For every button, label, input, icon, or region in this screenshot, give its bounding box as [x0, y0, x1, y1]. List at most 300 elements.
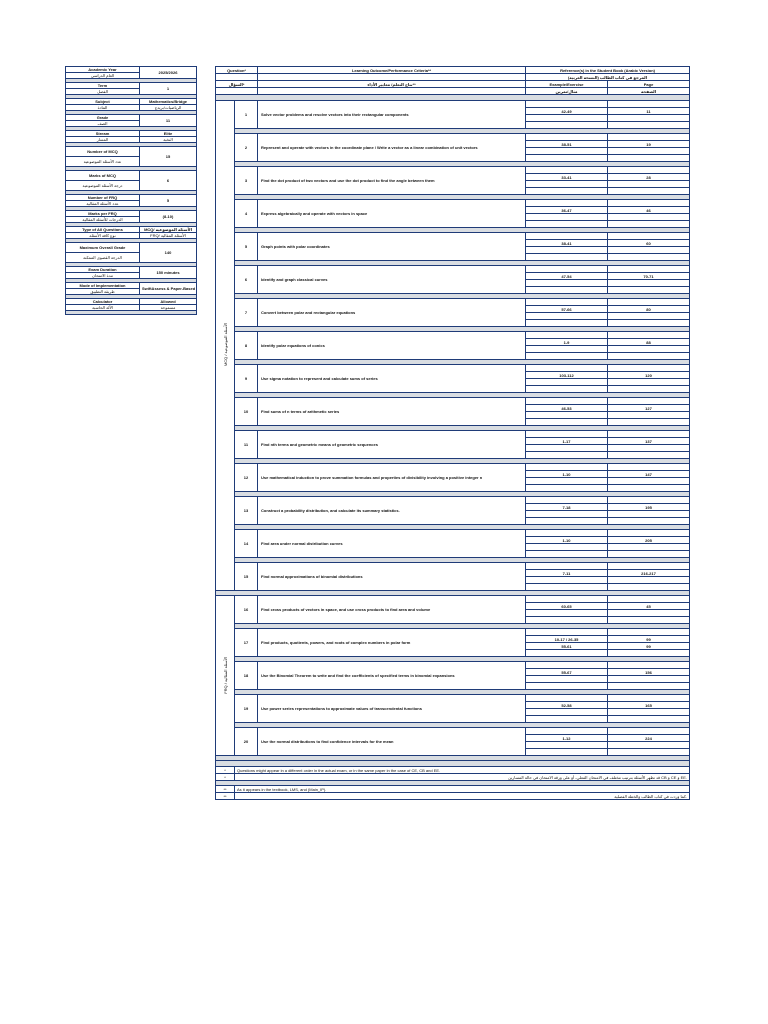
info-spacer-cell [66, 311, 197, 315]
page-cell: 80 [608, 306, 690, 313]
page-cell: 127 [608, 405, 690, 412]
example-cell [526, 749, 608, 756]
info-value: 2025/2026 [140, 67, 197, 79]
section-label-text: MCQ / الأسئلة الموضوعية [222, 323, 228, 367]
page-cell: 224 [608, 735, 690, 742]
page-cell [608, 551, 690, 558]
info-value: 150 minutes [140, 267, 197, 279]
example-cell [526, 662, 608, 669]
info-label-ar: المسار [66, 137, 140, 143]
example-cell [526, 728, 608, 735]
info-label-ar: الآلة الحاسبة [66, 305, 140, 311]
footnote-mark: * [216, 767, 235, 774]
example-cell [526, 676, 608, 683]
example-cell [526, 742, 608, 749]
page-cell [608, 452, 690, 459]
info-label: Term [66, 83, 140, 89]
question-row [216, 629, 690, 636]
info-label-ar: عدد الأسئلة المقالية [66, 201, 140, 207]
example-cell [526, 313, 608, 320]
info-value: 140 [140, 243, 197, 263]
page-cell [608, 332, 690, 339]
question-number: 14 [235, 530, 258, 558]
example-cell: 38-51 [526, 141, 608, 148]
example-cell [526, 379, 608, 386]
page-cell [608, 742, 690, 749]
question-row [216, 299, 690, 306]
page-cell [608, 676, 690, 683]
info-value: SwiftAssess & Paper-Based [140, 283, 197, 295]
example-cell: 46-53 [526, 405, 608, 412]
page-cell: 120 [608, 372, 690, 379]
question-number: 8 [235, 332, 258, 360]
info-spacer [66, 311, 197, 315]
example-cell [526, 452, 608, 459]
example-header: Example/Exercise [526, 81, 608, 88]
page-cell [608, 544, 690, 551]
question-row [216, 530, 690, 537]
question-number: 2 [235, 134, 258, 162]
info-row [66, 243, 197, 253]
example-cell [526, 530, 608, 537]
example-cell [526, 320, 608, 327]
info-label-ar: الدرجات للأسئلة المقالية [66, 217, 140, 223]
example-cell: 55-67 [526, 669, 608, 676]
page-header-ar: الصفحة [608, 88, 690, 95]
learning-outcome: Graph points with polar coordinates [258, 233, 526, 261]
page-cell [608, 629, 690, 636]
example-cell: 1-10 [526, 471, 608, 478]
learning-outcome: Find normal approximations of binomial distributions [258, 563, 526, 591]
question-row [216, 398, 690, 405]
learning-outcome: Find the dot product of two vectors and use the dot product to find the angle between them [258, 167, 526, 195]
footnote-row [216, 793, 690, 800]
info-value-ar: مسموحة [140, 305, 197, 311]
question-number: 15 [235, 563, 258, 591]
learning-outcome: Use sigma notation to represent and calculate sums of series [258, 365, 526, 393]
question-row [216, 563, 690, 570]
info-label: Marks of MCQ [66, 171, 140, 181]
page-cell [608, 233, 690, 240]
example-cell [526, 419, 608, 426]
question-number: 19 [235, 695, 258, 723]
question-number: 11 [235, 431, 258, 459]
info-value: MCQ/ الأسئلة الموضوعية [140, 227, 197, 233]
info-value: Mathematics/Bridge [140, 99, 197, 105]
page-cell: 60 [608, 240, 690, 247]
header-blank [216, 88, 258, 95]
page-cell [608, 155, 690, 162]
mcq-section-label [216, 101, 235, 591]
footnote-text: As it appears in the textbook, LMS, and (Main_IP). [235, 786, 690, 793]
learning-outcome-header-ar [258, 74, 526, 81]
question-number: 20 [235, 728, 258, 756]
example-cell [526, 478, 608, 485]
example-cell [526, 200, 608, 207]
question-row [216, 431, 690, 438]
learning-outcome: Use mathematical induction to prove summation formulas and properties of divisibility involving a positive integer n [258, 464, 526, 492]
question-number: 17 [235, 629, 258, 657]
example-cell: 36-47 [526, 207, 608, 214]
learning-outcome: Identify and graph classical curves [258, 266, 526, 294]
footnote-mark: ** [216, 786, 235, 793]
page-cell: 45 [608, 603, 690, 610]
example-cell [526, 485, 608, 492]
info-value-ar: الرياضيات/بريدج [140, 105, 197, 111]
page-cell: 205 [608, 537, 690, 544]
example-cell [526, 188, 608, 195]
example-cell [526, 563, 608, 570]
example-cell [526, 148, 608, 155]
info-label: Calculator [66, 299, 140, 305]
question-row [216, 134, 690, 141]
info-label-ar: المادة [66, 105, 140, 111]
page-cell [608, 221, 690, 228]
example-cell: 60-65 [526, 603, 608, 610]
question-number: 4 [235, 200, 258, 228]
page-cell [608, 320, 690, 327]
footnote-text: كما وردت في كتاب الطالب والخطة الفصلية. [235, 793, 690, 800]
learning-outcome: Solve vector problems and resolve vectors into their rectangular components [258, 101, 526, 129]
page-cell [608, 214, 690, 221]
question-header-ar [216, 74, 258, 81]
example-cell [526, 247, 608, 254]
page-cell: 88 [608, 339, 690, 346]
info-value: Allowed [140, 299, 197, 305]
page-cell [608, 563, 690, 570]
page-cell [608, 115, 690, 122]
page-cell [608, 353, 690, 360]
page-cell [608, 419, 690, 426]
example-cell [526, 617, 608, 624]
reference-header-ar: المرجع في كتاب الطالب (النسخة العربية) [526, 74, 690, 81]
page-cell: 156 [608, 669, 690, 676]
example-cell: 1-10 [526, 537, 608, 544]
section-label-text: FRQ / الأسئلة المقالية [222, 656, 228, 694]
example-cell [526, 544, 608, 551]
info-label: Subject [66, 99, 140, 105]
footnote-row [216, 767, 690, 774]
example-cell: 10-17 / 26-35 [526, 636, 608, 643]
example-cell [526, 365, 608, 372]
info-row [66, 147, 197, 157]
learning-outcome: Represent and operate with vectors in the coordinate plane / Write a vector as a linear combination of unit vectors [258, 134, 526, 162]
question-row [216, 332, 690, 339]
info-label-ar: مدة الامتحان [66, 273, 140, 279]
info-value: 6 [140, 171, 197, 191]
info-label: Stream [66, 131, 140, 137]
question-row [216, 167, 690, 174]
page-cell: 195 [608, 504, 690, 511]
example-cell [526, 332, 608, 339]
info-label: Marks per FRQ [66, 211, 140, 217]
example-cell [526, 101, 608, 108]
page-cell: 165 [608, 702, 690, 709]
example-cell [526, 214, 608, 221]
page-cell [608, 266, 690, 273]
question-number: 18 [235, 662, 258, 690]
page-cell [608, 167, 690, 174]
example-cell: 57-66 [526, 306, 608, 313]
question-row [216, 266, 690, 273]
example-cell [526, 596, 608, 603]
info-label: Maximum Overall Grade [66, 243, 140, 253]
page-cell: 216-217 [608, 570, 690, 577]
page-cell: 46 [608, 207, 690, 214]
example-cell [526, 398, 608, 405]
exam-specification-table [215, 66, 690, 800]
page-cell [608, 122, 690, 129]
page-cell [608, 188, 690, 195]
question-row [216, 596, 690, 603]
page-cell: 70-71 [608, 273, 690, 280]
learning-outcome: Find sums of n terms of arithmetic series [258, 398, 526, 426]
page-cell: 19 [608, 141, 690, 148]
page-cell [608, 683, 690, 690]
question-header: Question* [216, 67, 258, 74]
page-cell [608, 200, 690, 207]
info-label-ar: الفصل [66, 89, 140, 95]
info-value: (8-10) [140, 211, 197, 223]
example-cell [526, 650, 608, 657]
learning-outcome-header: Learning Outcome/Performance Criteria** [258, 67, 526, 74]
question-number: 6 [235, 266, 258, 294]
info-label-ar: نوع كافة الأسئلة [66, 233, 140, 239]
example-cell [526, 629, 608, 636]
example-cell [526, 445, 608, 452]
footnote-mark: * [216, 774, 235, 781]
example-cell [526, 181, 608, 188]
example-cell: 55-61 [526, 643, 608, 650]
learning-outcome: Use power series representations to approximate values of transcendental functions [258, 695, 526, 723]
page-cell [608, 181, 690, 188]
footnote-text: قد تظهر الأسئلة بترتيب مختلف في الامتحان الفعلي، أو على ورقة الامتحان في حالة المسارين CB و CE و EE. [235, 774, 690, 781]
info-label: Academic Year [66, 67, 140, 73]
example-cell [526, 254, 608, 261]
example-cell [526, 577, 608, 584]
footnote-text: Questions might appear in a different order in the actual exam, or in the same paper in the case of CE, CB and EE. [235, 767, 690, 774]
page-cell [608, 709, 690, 716]
question-row [216, 101, 690, 108]
info-value: Elite [140, 131, 197, 137]
question-number: 13 [235, 497, 258, 525]
page-cell [608, 749, 690, 756]
example-cell [526, 353, 608, 360]
example-cell [526, 233, 608, 240]
question-number: 9 [235, 365, 258, 393]
info-label: Mode of Implementation [66, 283, 140, 289]
page-cell [608, 134, 690, 141]
example-cell [526, 610, 608, 617]
question-number: 5 [235, 233, 258, 261]
page-cell: 99 [608, 636, 690, 643]
page-cell: 11 [608, 108, 690, 115]
page-cell [608, 610, 690, 617]
page-cell [608, 617, 690, 624]
example-cell: 33-41 [526, 174, 608, 181]
info-label-ar: العام الدراسي [66, 73, 140, 79]
page-cell [608, 662, 690, 669]
example-cell [526, 122, 608, 129]
example-cell [526, 134, 608, 141]
learning-outcome: Convert between polar and rectangular equations [258, 299, 526, 327]
example-header-ar: مثال/تمرين [526, 88, 608, 95]
question-row [216, 365, 690, 372]
page-cell [608, 379, 690, 386]
exam-info-table [65, 66, 197, 315]
page-cell [608, 596, 690, 603]
example-cell [526, 346, 608, 353]
question-row [216, 200, 690, 207]
example-cell [526, 155, 608, 162]
learning-outcome: Use the normal distributions to find confidence intervals for the mean [258, 728, 526, 756]
example-cell [526, 431, 608, 438]
example-cell: 1-17 [526, 438, 608, 445]
question-header-ar-label: السؤال* [216, 81, 258, 88]
example-cell: 7-18 [526, 504, 608, 511]
info-label: Number of FRQ [66, 195, 140, 201]
example-cell [526, 683, 608, 690]
learning-outcome: Find area under normal distribution curves [258, 530, 526, 558]
question-number: 10 [235, 398, 258, 426]
page-cell [608, 254, 690, 261]
example-cell [526, 266, 608, 273]
page-cell: 137 [608, 438, 690, 445]
info-label-ar: عدد الأسئلة الموضوعية [66, 157, 140, 167]
learning-outcome: Find products, quotients, powers, and roots of complex numbers in polar form [258, 629, 526, 657]
example-cell: 52-58 [526, 702, 608, 709]
question-number: 3 [235, 167, 258, 195]
page-cell [608, 518, 690, 525]
page-cell [608, 695, 690, 702]
info-value-ar: النخبة [140, 137, 197, 143]
info-value: 1 [140, 83, 197, 95]
example-cell [526, 709, 608, 716]
info-label-ar: الدرجة القصوى الممكنة [66, 253, 140, 263]
page-cell [608, 287, 690, 294]
example-cell [526, 386, 608, 393]
page-cell [608, 148, 690, 155]
question-number: 16 [235, 596, 258, 624]
example-cell: 1-9 [526, 339, 608, 346]
example-cell [526, 716, 608, 723]
learning-outcome: Use the Binomial Theorem to write and find the coefficients of specified terms in binomial expansions [258, 662, 526, 690]
footnote-mark: ** [216, 793, 235, 800]
page-cell [608, 386, 690, 393]
page-cell [608, 577, 690, 584]
page-cell: 147 [608, 471, 690, 478]
page-cell [608, 280, 690, 287]
page-cell: 28 [608, 174, 690, 181]
example-cell [526, 221, 608, 228]
example-cell [526, 287, 608, 294]
page-cell [608, 101, 690, 108]
footnote-row [216, 774, 690, 781]
example-cell [526, 497, 608, 504]
page-cell [608, 497, 690, 504]
info-value: 15 [140, 147, 197, 167]
info-label-ar: طريقة التطبيق [66, 289, 140, 295]
page-cell [608, 412, 690, 419]
frq-section-label [216, 596, 235, 756]
page-cell [608, 247, 690, 254]
question-row [216, 233, 690, 240]
learning-outcome: Construct a probability distribution, and calculate its summary statistics. [258, 497, 526, 525]
question-row [216, 662, 690, 669]
example-cell: 7-11 [526, 570, 608, 577]
learning-outcome: Identify polar equations of conics [258, 332, 526, 360]
question-number: 1 [235, 101, 258, 129]
example-cell [526, 464, 608, 471]
learning-outcome: Find nth terms and geometric means of geometric sequences [258, 431, 526, 459]
page-cell [608, 365, 690, 372]
page-cell [608, 346, 690, 353]
page-cell [608, 485, 690, 492]
page-cell [608, 299, 690, 306]
info-value: 11 [140, 115, 197, 127]
example-cell: 1-12 [526, 735, 608, 742]
page-cell [608, 464, 690, 471]
page-cell [608, 398, 690, 405]
example-cell [526, 280, 608, 287]
example-cell: 38-41 [526, 240, 608, 247]
info-label-ar: درجة الأسئلة الموضوعية [66, 181, 140, 191]
page-cell [608, 530, 690, 537]
reference-header: Reference(s) in the Student Book (Arabic Version) [526, 67, 690, 74]
footnote-row [216, 786, 690, 793]
page-cell [608, 431, 690, 438]
question-row [216, 695, 690, 702]
info-label: Grade [66, 115, 140, 121]
info-value-2: FRQ/ الأسئلة المقالية [140, 233, 197, 239]
example-cell [526, 511, 608, 518]
info-row [66, 171, 197, 181]
info-value: 5 [140, 195, 197, 207]
page-cell: 99 [608, 643, 690, 650]
question-number: 7 [235, 299, 258, 327]
question-number: 12 [235, 464, 258, 492]
example-cell: 47-54 [526, 273, 608, 280]
example-cell [526, 695, 608, 702]
page-cell [608, 584, 690, 591]
example-cell [526, 412, 608, 419]
info-label: Exam Duration [66, 267, 140, 273]
specification-body [216, 67, 690, 800]
exam-info-body [66, 67, 197, 315]
example-cell: 103-112 [526, 372, 608, 379]
page-cell [608, 650, 690, 657]
example-cell [526, 584, 608, 591]
example-cell: 42-49 [526, 108, 608, 115]
example-cell [526, 115, 608, 122]
page-cell [608, 728, 690, 735]
header-blank-2 [258, 88, 526, 95]
info-label-ar: الصف [66, 121, 140, 127]
question-row [216, 728, 690, 735]
example-cell [526, 167, 608, 174]
page-cell [608, 716, 690, 723]
question-row [216, 464, 690, 471]
question-row [216, 497, 690, 504]
page-header: Page [608, 81, 690, 88]
info-label: Type of All Questions [66, 227, 140, 233]
page-cell [608, 511, 690, 518]
page-cell [608, 313, 690, 320]
learning-outcome: Find cross products of vectors in space, and use cross products to find area and volume [258, 596, 526, 624]
page-cell [608, 478, 690, 485]
page-cell [608, 445, 690, 452]
example-cell [526, 299, 608, 306]
